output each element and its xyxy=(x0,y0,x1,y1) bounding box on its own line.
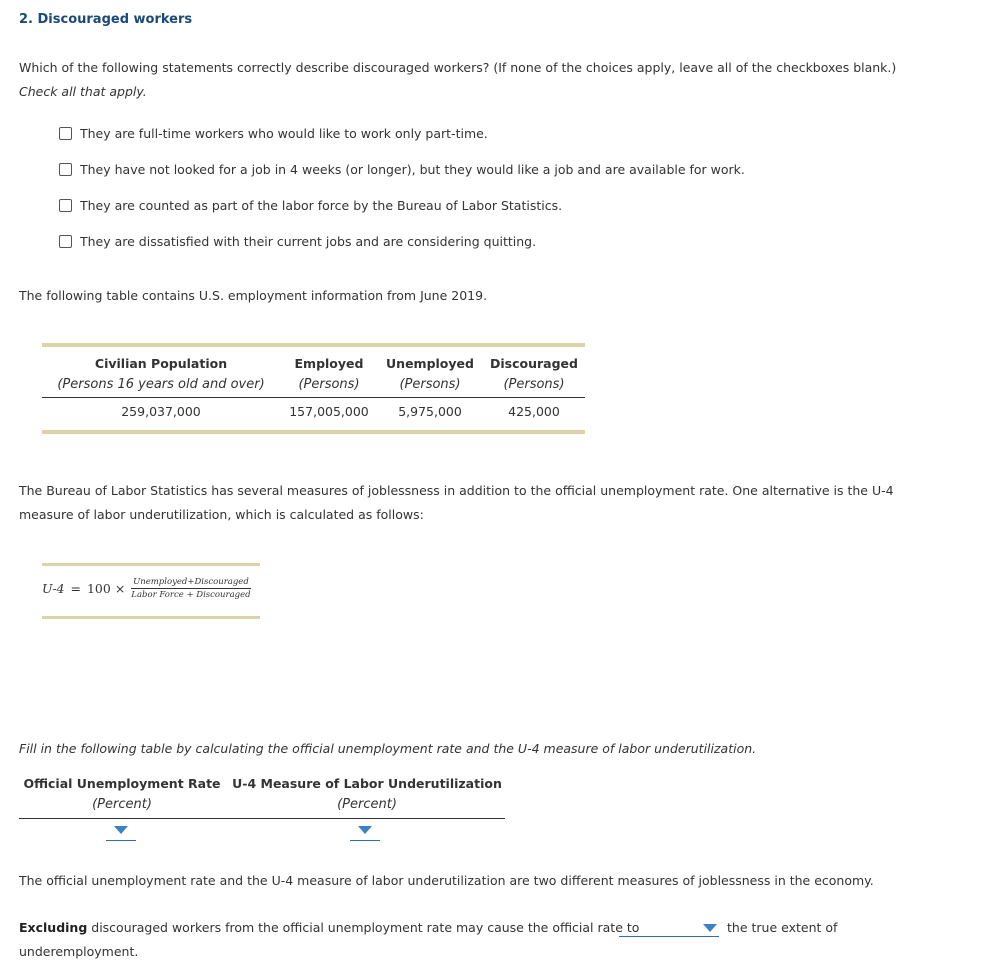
question-title: 2. Discouraged workers xyxy=(19,12,193,27)
header-employed: Employed xyxy=(294,356,364,371)
formula-top-border xyxy=(42,563,260,566)
choice-item[interactable] xyxy=(59,232,536,250)
u4-intro: The Bureau of Labor Statistics has several measures of joblessness in addition to the official unemployment rate. One alternative is the U-4 measure of labor underutilization, which is calculated as follows: xyxy=(19,483,894,522)
checkbox[interactable] xyxy=(59,127,72,140)
prompt-instruction: Check all that apply. xyxy=(19,84,147,99)
conclusion-bold: Excluding xyxy=(19,920,88,935)
header-discouraged-sub: (Persons) xyxy=(503,377,565,392)
conclusion-end: underemployment. xyxy=(19,944,139,959)
fill-table-rule xyxy=(19,818,505,819)
cell-unemployed: 5,975,000 xyxy=(398,404,462,419)
table-top-border xyxy=(42,343,585,347)
u4-measure-dropdown[interactable] xyxy=(350,824,380,841)
formula-bottom-border xyxy=(42,616,260,619)
conclusion-statement: The official unemployment rate and the U-4 measure of labor underutilization are two different measures of joblessness in the economy. xyxy=(19,873,874,888)
formula-equals: = xyxy=(70,581,81,596)
chevron-down-icon[interactable] xyxy=(703,924,717,932)
cell-employed: 157,005,000 xyxy=(289,404,369,419)
chevron-down-icon[interactable] xyxy=(114,826,128,834)
header-official-rate: Official Unemployment Rate xyxy=(23,776,221,791)
official-rate-dropdown[interactable] xyxy=(106,824,136,841)
choice-label[interactable]: They are counted as part of the labor force by the Bureau of Labor Statistics. xyxy=(80,197,563,213)
formula-lhs: U-4 xyxy=(42,581,65,596)
header-unemployed-sub: (Persons) xyxy=(399,377,461,392)
conclusion-after: the true extent of xyxy=(727,920,838,935)
header-civilian-population-sub: (Persons 16 years old and over) xyxy=(57,377,265,392)
cell-discouraged: 425,000 xyxy=(508,404,560,419)
choice-item[interactable] xyxy=(59,124,488,142)
chevron-down-icon[interactable] xyxy=(358,826,372,834)
conclusion-sentence xyxy=(19,920,639,935)
choice-item[interactable] xyxy=(59,160,745,178)
question-prompt xyxy=(19,56,929,104)
header-u4-measure: U-4 Measure of Labor Underutilization xyxy=(232,776,502,791)
header-discouraged: Discouraged xyxy=(490,356,578,371)
choice-item[interactable] xyxy=(59,196,562,214)
choice-label[interactable]: They are dissatisfied with their current jobs and are considering quitting. xyxy=(80,233,537,249)
header-official-rate-sub: (Percent) xyxy=(92,797,152,812)
table-header-rule xyxy=(42,397,585,398)
table-intro: The following table contains U.S. employment information from June 2019. xyxy=(19,288,488,303)
official-rate-effect-dropdown[interactable] xyxy=(619,920,719,937)
formula-numerator: Unemployed+Discouraged xyxy=(133,577,249,587)
header-employed-sub: (Persons) xyxy=(298,377,360,392)
prompt-text: Which of the following statements correctly describe discouraged workers? (If none of the choices apply, leave all of the checkboxes blank.) xyxy=(19,60,897,75)
choice-label[interactable]: They have not looked for a job in 4 weeks (or longer), but they would like a job and are available for work. xyxy=(80,161,745,177)
conclusion-before: discouraged workers from the official unemployment rate may cause the official rate to xyxy=(87,920,640,935)
header-unemployed: Unemployed xyxy=(386,356,474,371)
u4-formula xyxy=(42,577,253,600)
fill-instruction: Fill in the following table by calculating the official unemployment rate and the U-4 measure of labor underutilization. xyxy=(19,741,757,756)
checkbox[interactable] xyxy=(59,163,72,176)
header-civilian-population: Civilian Population xyxy=(94,356,228,371)
header-u4-measure-sub: (Percent) xyxy=(337,797,397,812)
formula-fraction xyxy=(129,577,252,600)
formula-multiplier: 100 × xyxy=(86,581,126,596)
choice-label[interactable]: They are full-time workers who would like to work only part-time. xyxy=(80,125,488,141)
table-bottom-border xyxy=(42,430,585,434)
formula-denominator: Labor Force + Discouraged xyxy=(131,590,251,600)
checkbox[interactable] xyxy=(59,235,72,248)
checkbox[interactable] xyxy=(59,199,72,212)
cell-civilian-population: 259,037,000 xyxy=(121,404,201,419)
